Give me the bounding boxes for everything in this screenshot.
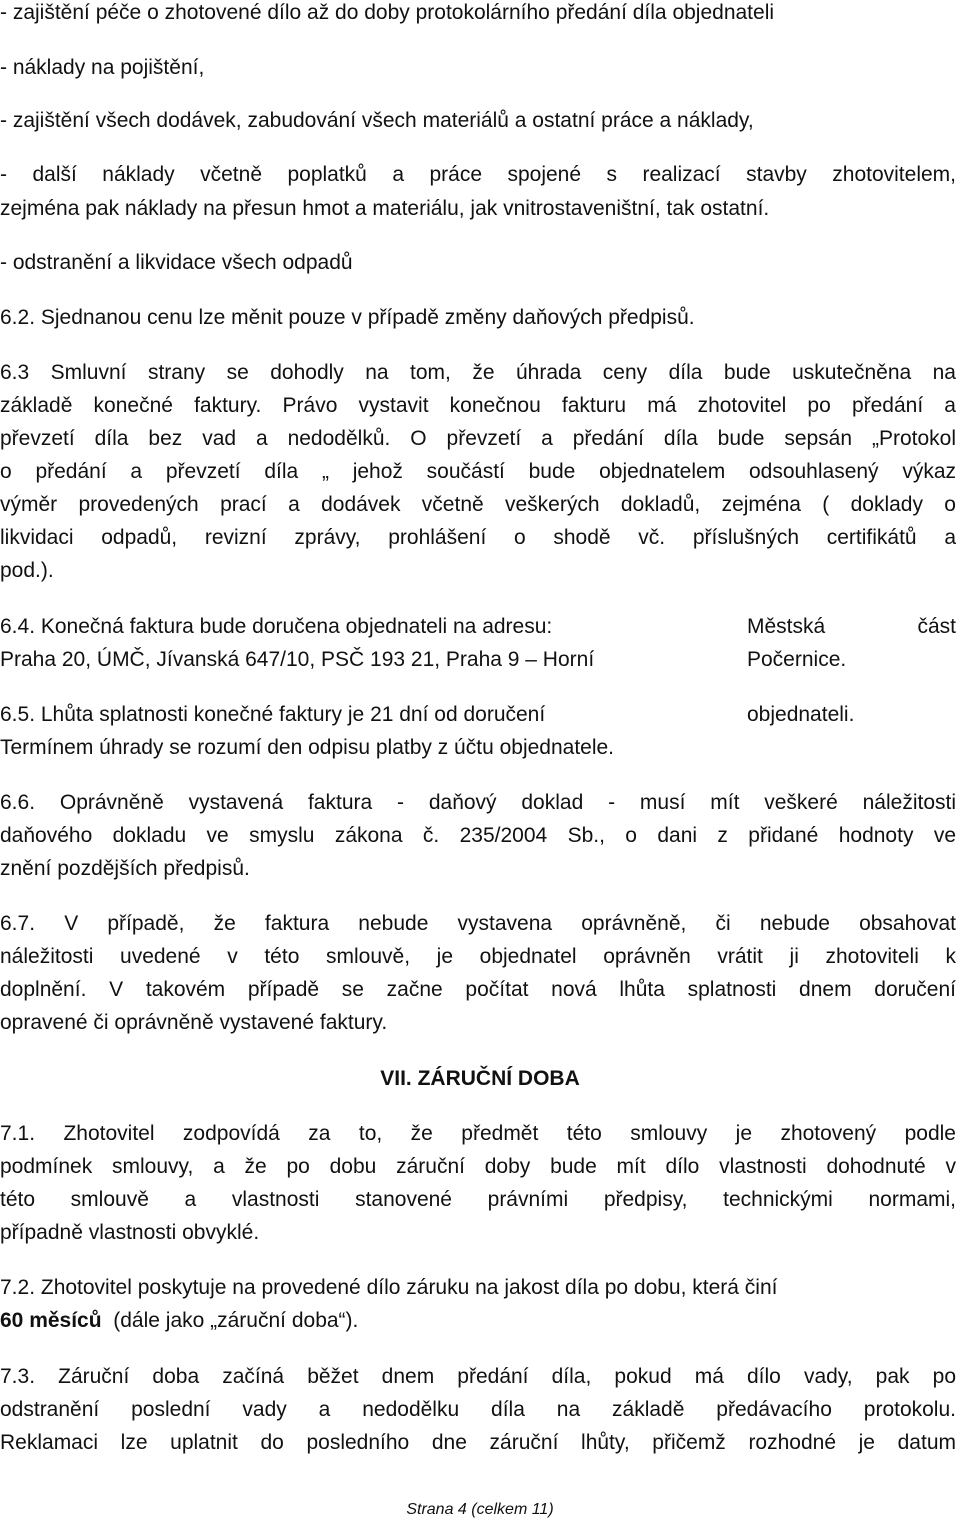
clause-7-3-line3: Reklamaci lze uplatnit do posledního dne záruční lhůty, přičemž rozhodné je datum xyxy=(0,1431,956,1454)
clause-6-4-line1-cast: část xyxy=(917,615,956,638)
clause-7-3-line1: 7.3. Záruční doba začíná běžet dnem předání díla, pokud má dílo vady, pak po xyxy=(0,1365,956,1388)
bullet-supplies: - zajištění všech dodávek, zabudování všech materiálů a ostatní práce a náklady, xyxy=(0,109,754,132)
clause-7-3-line2: odstranění poslední vady a nedodělku díla na základě předávacího protokolu. xyxy=(0,1398,956,1421)
clause-7-1-line1: 7.1. Zhotovitel zodpovídá za to, že předmět této smlouvy je zhotovený podle xyxy=(0,1122,956,1145)
warranty-period-rest: (dále jako „záruční doba“). xyxy=(101,1309,359,1332)
clause-6-7-line3: doplnění. V takovém případě se začne počítat nová lhůta splatnosti dnem doručení xyxy=(0,978,956,1001)
clause-7-2-line1: 7.2. Zhotovitel poskytuje na provedené dílo záruku na jakost díla po dobu, která činí xyxy=(0,1276,778,1299)
clause-6-4-line1-mestska: Městská xyxy=(747,615,826,638)
clause-6-3-line1: 6.3 Smluvní strany se dohodly na tom, že úhrada ceny díla bude uskutečněna na xyxy=(0,361,956,384)
section-heading-warranty: VII. ZÁRUČNÍ DOBA xyxy=(380,1067,580,1090)
clause-6-3-line2: základě konečné faktury. Právo vystavit konečnou fakturu má zhotovitel po předání a xyxy=(0,394,956,417)
clause-6-4-line2-left: Praha 20, ÚMČ, Jívanská 647/10, PSČ 193 21, Praha 9 – Horní xyxy=(0,648,595,671)
clause-6-3-line5: výměr provedených prací a dodávek včetně veškerých dokladů, zejména ( doklady o xyxy=(0,493,956,516)
clause-6-4-line1-left: 6.4. Konečná faktura bude doručena objednateli na adresu: xyxy=(0,615,553,638)
clause-6-3-line7: pod.). xyxy=(0,559,54,582)
clause-7-1-line4: případně vlastnosti obvyklé. xyxy=(0,1221,260,1244)
clause-6-6-line2: daňového dokladu ve smyslu zákona č. 235/2004 Sb., o dani z přidané hodnoty ve xyxy=(0,824,956,847)
clause-6-5-line1-left: 6.5. Lhůta splatnosti konečné faktury je 21 dní od doručení xyxy=(0,703,546,726)
clause-6-7-line2: náležitosti uvedené v této smlouvě, je objednatel oprávněn vrátit ji zhotoviteli k xyxy=(0,945,956,968)
clause-6-5-line2: Termínem úhrady se rozumí den odpisu platby z účtu objednatele. xyxy=(0,736,615,759)
clause-6-7-line4: opravené či oprávněně vystavené faktury. xyxy=(0,1011,388,1034)
clause-6-5-line1-right: objednateli. xyxy=(747,703,855,726)
clause-7-2-line2 xyxy=(0,1308,358,1334)
clause-6-7-line1: 6.7. V případě, že faktura nebude vystavena oprávněně, či nebude obsahovat xyxy=(0,912,956,935)
clause-6-2: 6.2. Sjednanou cenu lze měnit pouze v případě změny daňových předpisů. xyxy=(0,306,695,329)
clause-6-4-line2-right: Počernice. xyxy=(747,648,847,671)
warranty-period-bold: 60 měsíců xyxy=(0,1309,102,1332)
clause-6-3-line3: převzetí díla bez vad a nedodělků. O převzetí a předání díla bude sepsán „Protokol xyxy=(0,427,956,450)
bullet-care-of-work: - zajištění péče o zhotovené dílo až do doby protokolárního předání díla objednateli xyxy=(0,1,775,24)
clause-6-6-line1: 6.6. Oprávněně vystavená faktura - daňový doklad - musí mít veškeré náležitosti xyxy=(0,791,956,814)
clause-7-1-line3: této smlouvě a vlastnosti stanovené právními předpisy, technickými normami, xyxy=(0,1188,956,1211)
bullet-other-costs-line1: - další náklady včetně poplatků a práce spojené s realizací stavby zhotovitelem, xyxy=(0,163,956,186)
bullet-other-costs-line2: zejména pak náklady na přesun hmot a materiálu, jak vnitrostaveništní, tak ostatní. xyxy=(0,197,770,220)
clause-6-3-line6: likvidaci odpadů, revizní zprávy, prohlášení o shodě vč. příslušných certifikátů a xyxy=(0,526,956,549)
bullet-waste-removal: - odstranění a likvidace všech odpadů xyxy=(0,251,353,274)
clause-6-6-line3: znění pozdějších předpisů. xyxy=(0,857,250,880)
page-footer: Strana 4 (celkem 11) xyxy=(406,1501,554,1518)
clause-6-3-line4: o předání a převzetí díla „ jehož součástí bude objednatelem odsouhlasený výkaz xyxy=(0,460,956,483)
bullet-insurance: - náklady na pojištění, xyxy=(0,56,205,79)
clause-7-1-line2: podmínek smlouvy, a že po dobu záruční doby bude mít dílo vlastnosti dohodnuté v xyxy=(0,1155,956,1178)
